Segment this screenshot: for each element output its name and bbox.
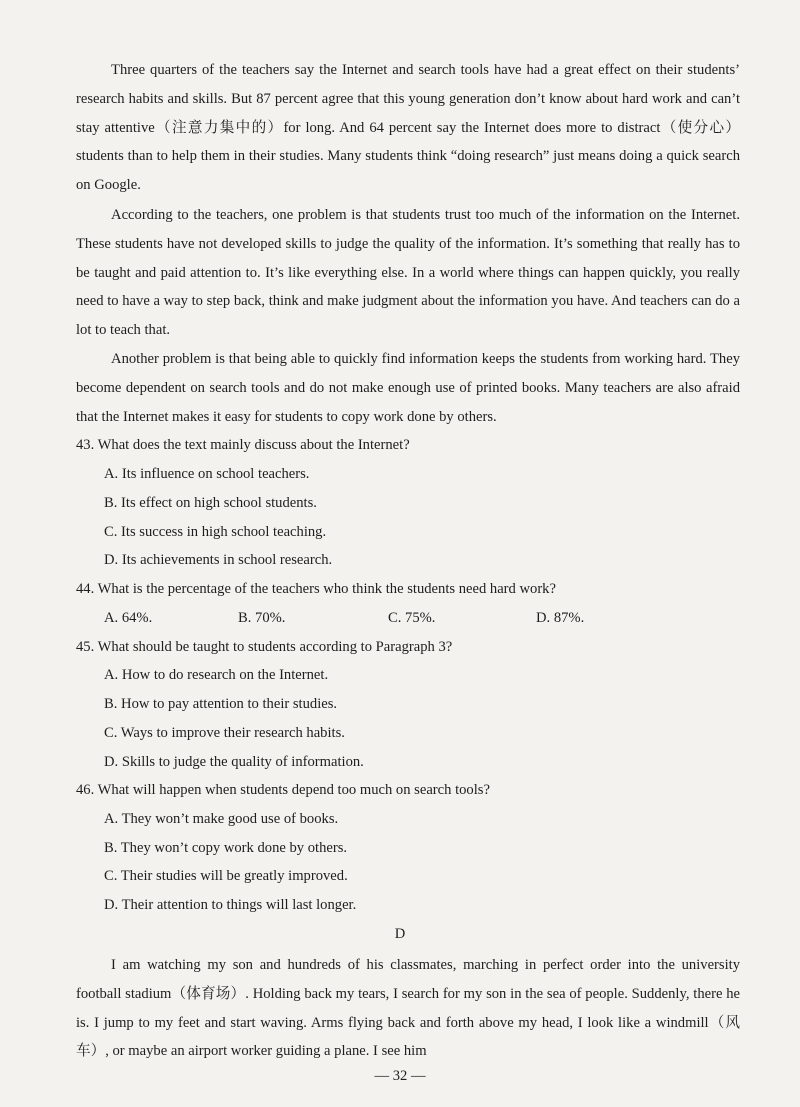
question-43-stem: 43. What does the text mainly discuss about the Internet? <box>76 437 410 453</box>
section-d-heading: D <box>394 926 406 942</box>
question-44-option-b: B. 70%. <box>238 610 286 626</box>
question-46-option-a: A. They won’t make good use of books. <box>104 811 339 827</box>
question-44-option-d: D. 87%. <box>536 610 585 626</box>
passage-c-paragraph-2: According to the teachers, one problem is that students trust too much of the information on the Internet. These students have not developed skills to judge the quality of the information. It’s something that really has to be taught and paid attention to. It’s like everything else. In a world where things can happen quickly, you really need to have a way to step back, think and make judgment about the information you have. And teachers can do a lot to teach that. <box>76 207 740 339</box>
question-45-stem: 45. What should be taught to students according to Paragraph 3? <box>76 639 453 655</box>
question-43-option-c: C. Its success in high school teaching. <box>104 524 327 540</box>
question-43-option-a: A. Its influence on school teachers. <box>104 466 310 482</box>
question-45-option-b: B. How to pay attention to their studies. <box>104 696 338 712</box>
passage-c-paragraph-3: Another problem is that being able to quickly find information keeps the students from working hard. They become dependent on search tools and do not make enough use of printed books. Many teachers are also afraid that the Internet makes it easy for students to copy work done by others. <box>76 351 740 425</box>
question-46-stem: 46. What will happen when students depend too much on search tools? <box>76 782 490 798</box>
question-43-option-b: B. Its effect on high school students. <box>104 495 317 511</box>
question-44-options <box>104 604 704 633</box>
passage-c-paragraph-1: Three quarters of the teachers say the Internet and search tools have had a great effect on their students’ research habits and skills. But 87 percent agree that this young generation don’t know about hard work and can’t stay attentive（注意力集中的）for long. And 64 percent say the Internet does more to distract（使分心）students than to help them in their studies. Many students think “doing research” just means doing a quick search on Google. <box>76 62 740 194</box>
question-46-option-c: C. Their studies will be greatly improved. <box>104 868 348 884</box>
page-number: — 32 — <box>374 1068 426 1084</box>
question-43-option-d: D. Its achievements in school research. <box>104 552 333 568</box>
question-45-option-d: D. Skills to judge the quality of information. <box>104 754 364 770</box>
question-44-option-c: C. 75%. <box>388 610 436 626</box>
question-46-option-b: B. They won’t copy work done by others. <box>104 840 348 856</box>
passage-d-paragraph-1: I am watching my son and hundreds of his classmates, marching in perfect order into the university football stadium（体育场）. Holding back my tears, I search for my son in the sea of people. Suddenly, there he is. I jump to my feet and start waving. Arms flying back and forth above my head, I look like a windmill（风车）, or maybe an airport worker guiding a plane. I see him <box>76 957 740 1060</box>
question-45-option-c: C. Ways to improve their research habits. <box>104 725 345 741</box>
question-44-stem: 44. What is the percentage of the teachers who think the students need hard work? <box>76 581 556 597</box>
question-44-option-a: A. 64%. <box>104 610 153 626</box>
question-45-option-a: A. How to do research on the Internet. <box>104 667 329 683</box>
question-46-option-d: D. Their attention to things will last longer. <box>104 897 357 913</box>
